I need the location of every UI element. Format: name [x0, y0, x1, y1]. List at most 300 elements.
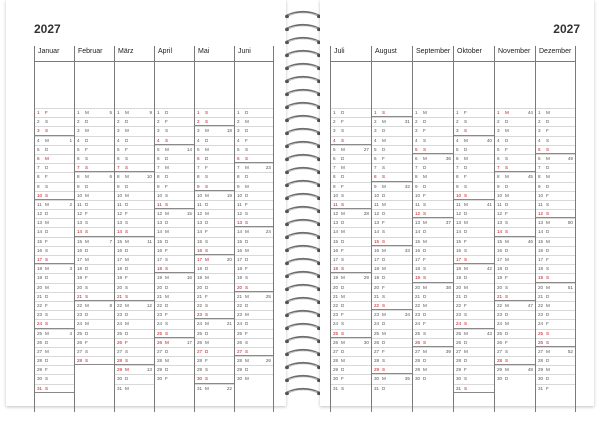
day-row[interactable]: [372, 283, 412, 292]
day-row[interactable]: [331, 200, 371, 209]
day-row[interactable]: [155, 126, 194, 135]
day-row[interactable]: [536, 246, 575, 255]
day-row[interactable]: [331, 384, 371, 393]
day-row[interactable]: [413, 347, 453, 356]
day-row[interactable]: [75, 145, 114, 154]
day-row[interactable]: [413, 237, 453, 246]
day-row[interactable]: [115, 182, 154, 191]
day-row[interactable]: [372, 163, 412, 172]
day-row[interactable]: [235, 191, 273, 200]
day-row[interactable]: [454, 264, 494, 273]
day-row[interactable]: [331, 301, 371, 310]
day-row[interactable]: [372, 356, 412, 365]
day-row[interactable]: [235, 154, 273, 163]
day-row[interactable]: [195, 237, 234, 246]
day-row[interactable]: [235, 264, 273, 273]
day-row[interactable]: [536, 310, 575, 319]
day-row[interactable]: [75, 356, 114, 365]
day-row[interactable]: [495, 209, 535, 218]
day-row[interactable]: [195, 264, 234, 273]
day-row[interactable]: [195, 329, 234, 338]
day-row[interactable]: [115, 172, 154, 181]
day-row[interactable]: [454, 117, 494, 126]
day-row[interactable]: [115, 374, 154, 383]
day-row[interactable]: [235, 108, 273, 117]
day-row[interactable]: [195, 172, 234, 181]
day-row[interactable]: [536, 163, 575, 172]
day-row[interactable]: [536, 374, 575, 383]
day-row[interactable]: [331, 126, 371, 135]
day-row[interactable]: [115, 292, 154, 301]
day-row[interactable]: [372, 319, 412, 328]
day-row[interactable]: [331, 273, 371, 282]
day-row[interactable]: [454, 145, 494, 154]
day-row[interactable]: [495, 347, 535, 356]
day-row[interactable]: [536, 200, 575, 209]
day-row[interactable]: [372, 374, 412, 383]
day-row[interactable]: [195, 218, 234, 227]
day-row[interactable]: [195, 136, 234, 145]
day-row[interactable]: [235, 356, 273, 365]
day-row[interactable]: [331, 356, 371, 365]
day-row[interactable]: [155, 283, 194, 292]
day-row[interactable]: [536, 338, 575, 347]
day-row[interactable]: [454, 172, 494, 181]
day-row[interactable]: [235, 218, 273, 227]
day-row[interactable]: [195, 283, 234, 292]
day-row[interactable]: [413, 374, 453, 383]
day-row[interactable]: [75, 301, 114, 310]
day-row[interactable]: [331, 347, 371, 356]
day-row[interactable]: [413, 283, 453, 292]
day-row[interactable]: [495, 218, 535, 227]
day-row[interactable]: [495, 237, 535, 246]
day-row[interactable]: [372, 292, 412, 301]
day-row[interactable]: [115, 126, 154, 135]
day-row[interactable]: [536, 292, 575, 301]
day-row[interactable]: [115, 347, 154, 356]
day-row[interactable]: [35, 237, 74, 246]
day-row[interactable]: [235, 338, 273, 347]
day-row[interactable]: [235, 329, 273, 338]
day-row[interactable]: [75, 347, 114, 356]
day-row[interactable]: [372, 154, 412, 163]
day-row[interactable]: [155, 264, 194, 273]
day-row[interactable]: [536, 283, 575, 292]
day-row[interactable]: [155, 319, 194, 328]
day-row[interactable]: [195, 145, 234, 154]
day-row[interactable]: [536, 117, 575, 126]
day-row[interactable]: [235, 136, 273, 145]
day-row[interactable]: [536, 347, 575, 356]
day-row[interactable]: [536, 227, 575, 236]
day-row[interactable]: [235, 145, 273, 154]
day-row[interactable]: [413, 273, 453, 282]
day-row[interactable]: [495, 182, 535, 191]
day-row[interactable]: [155, 338, 194, 347]
day-row[interactable]: [331, 374, 371, 383]
day-row[interactable]: [235, 273, 273, 282]
day-row[interactable]: [454, 374, 494, 383]
day-row[interactable]: [35, 319, 74, 328]
day-row[interactable]: [372, 227, 412, 236]
day-row[interactable]: [413, 292, 453, 301]
day-row[interactable]: [495, 117, 535, 126]
day-row[interactable]: [195, 301, 234, 310]
day-row[interactable]: [115, 136, 154, 145]
day-row[interactable]: [495, 374, 535, 383]
day-row[interactable]: [235, 347, 273, 356]
day-row[interactable]: [235, 172, 273, 181]
day-row[interactable]: [155, 329, 194, 338]
day-row[interactable]: [413, 365, 453, 374]
day-row[interactable]: [495, 191, 535, 200]
day-row[interactable]: [413, 182, 453, 191]
day-row[interactable]: [413, 200, 453, 209]
day-row[interactable]: [495, 255, 535, 264]
day-row[interactable]: [454, 182, 494, 191]
day-row[interactable]: [413, 209, 453, 218]
day-row[interactable]: [35, 347, 74, 356]
day-row[interactable]: [331, 117, 371, 126]
day-row[interactable]: [195, 209, 234, 218]
day-row[interactable]: [413, 255, 453, 264]
day-row[interactable]: [536, 365, 575, 374]
day-row[interactable]: [413, 126, 453, 135]
day-row[interactable]: [413, 301, 453, 310]
day-row[interactable]: [115, 145, 154, 154]
day-row[interactable]: [413, 319, 453, 328]
day-row[interactable]: [195, 117, 234, 126]
day-row[interactable]: [195, 292, 234, 301]
day-row[interactable]: [35, 255, 74, 264]
day-row[interactable]: [495, 301, 535, 310]
day-row[interactable]: [115, 227, 154, 236]
day-row[interactable]: [155, 172, 194, 181]
day-row[interactable]: [495, 145, 535, 154]
day-row[interactable]: [195, 246, 234, 255]
day-row[interactable]: [115, 237, 154, 246]
day-row[interactable]: [331, 209, 371, 218]
day-row[interactable]: [454, 218, 494, 227]
day-row[interactable]: [372, 338, 412, 347]
day-row[interactable]: [372, 108, 412, 117]
day-row[interactable]: [413, 145, 453, 154]
day-row[interactable]: [115, 329, 154, 338]
day-row[interactable]: [372, 384, 412, 393]
day-row[interactable]: [75, 283, 114, 292]
day-row[interactable]: [195, 319, 234, 328]
day-row[interactable]: [331, 163, 371, 172]
day-row[interactable]: [35, 329, 74, 338]
day-row[interactable]: [495, 163, 535, 172]
day-row[interactable]: [454, 283, 494, 292]
day-row[interactable]: [372, 301, 412, 310]
day-row[interactable]: [331, 246, 371, 255]
day-row[interactable]: [372, 329, 412, 338]
day-row[interactable]: [75, 182, 114, 191]
day-row[interactable]: [35, 356, 74, 365]
day-row[interactable]: [195, 227, 234, 236]
day-row[interactable]: [75, 310, 114, 319]
day-row[interactable]: [536, 191, 575, 200]
day-row[interactable]: [331, 319, 371, 328]
day-row[interactable]: [331, 310, 371, 319]
day-row[interactable]: [331, 329, 371, 338]
day-row[interactable]: [195, 347, 234, 356]
day-row[interactable]: [75, 319, 114, 328]
day-row[interactable]: [495, 273, 535, 282]
day-row[interactable]: [331, 292, 371, 301]
day-row[interactable]: [115, 191, 154, 200]
day-row[interactable]: [155, 246, 194, 255]
day-row[interactable]: [536, 319, 575, 328]
day-row[interactable]: [235, 319, 273, 328]
day-row[interactable]: [413, 117, 453, 126]
day-row[interactable]: [115, 209, 154, 218]
day-row[interactable]: [331, 172, 371, 181]
day-row[interactable]: [454, 310, 494, 319]
day-row[interactable]: [35, 191, 74, 200]
day-row[interactable]: [155, 108, 194, 117]
day-row[interactable]: [235, 227, 273, 236]
day-row[interactable]: [155, 310, 194, 319]
day-row[interactable]: [195, 191, 234, 200]
day-row[interactable]: [413, 154, 453, 163]
day-row[interactable]: [155, 301, 194, 310]
day-row[interactable]: [372, 172, 412, 181]
day-row[interactable]: [495, 329, 535, 338]
day-row[interactable]: [495, 292, 535, 301]
day-row[interactable]: [35, 310, 74, 319]
day-row[interactable]: [35, 227, 74, 236]
day-row[interactable]: [155, 356, 194, 365]
day-row[interactable]: [235, 301, 273, 310]
day-row[interactable]: [155, 182, 194, 191]
day-row[interactable]: [235, 365, 273, 374]
day-row[interactable]: [155, 200, 194, 209]
day-row[interactable]: [331, 218, 371, 227]
day-row[interactable]: [195, 384, 234, 393]
day-row[interactable]: [195, 200, 234, 209]
day-row[interactable]: [331, 365, 371, 374]
day-row[interactable]: [75, 126, 114, 135]
day-row[interactable]: [35, 273, 74, 282]
day-row[interactable]: [155, 117, 194, 126]
day-row[interactable]: [331, 227, 371, 236]
day-row[interactable]: [75, 273, 114, 282]
day-row[interactable]: [155, 365, 194, 374]
day-row[interactable]: [413, 310, 453, 319]
day-row[interactable]: [413, 356, 453, 365]
day-row[interactable]: [413, 227, 453, 236]
day-row[interactable]: [454, 126, 494, 135]
day-row[interactable]: [155, 209, 194, 218]
day-row[interactable]: [454, 200, 494, 209]
day-row[interactable]: [536, 209, 575, 218]
day-row[interactable]: [331, 338, 371, 347]
day-row[interactable]: [454, 237, 494, 246]
day-row[interactable]: [155, 255, 194, 264]
day-row[interactable]: [195, 310, 234, 319]
day-row[interactable]: [115, 301, 154, 310]
day-row[interactable]: [35, 338, 74, 347]
day-row[interactable]: [454, 163, 494, 172]
day-row[interactable]: [35, 200, 74, 209]
day-row[interactable]: [75, 209, 114, 218]
day-row[interactable]: [372, 200, 412, 209]
day-row[interactable]: [235, 374, 273, 383]
day-row[interactable]: [35, 136, 74, 145]
day-row[interactable]: [454, 273, 494, 282]
day-row[interactable]: [331, 255, 371, 264]
day-row[interactable]: [454, 384, 494, 393]
day-row[interactable]: [35, 182, 74, 191]
day-row[interactable]: [536, 273, 575, 282]
day-row[interactable]: [235, 182, 273, 191]
day-row[interactable]: [235, 200, 273, 209]
day-row[interactable]: [155, 145, 194, 154]
day-row[interactable]: [35, 126, 74, 135]
day-row[interactable]: [495, 338, 535, 347]
day-row[interactable]: [155, 227, 194, 236]
day-row[interactable]: [536, 182, 575, 191]
day-row[interactable]: [155, 273, 194, 282]
day-row[interactable]: [372, 191, 412, 200]
day-row[interactable]: [115, 273, 154, 282]
day-row[interactable]: [454, 329, 494, 338]
day-row[interactable]: [195, 273, 234, 282]
day-row[interactable]: [372, 145, 412, 154]
day-row[interactable]: [35, 108, 74, 117]
day-row[interactable]: [372, 310, 412, 319]
day-row[interactable]: [536, 172, 575, 181]
day-row[interactable]: [75, 191, 114, 200]
day-row[interactable]: [454, 301, 494, 310]
day-row[interactable]: [35, 246, 74, 255]
day-row[interactable]: [35, 145, 74, 154]
day-row[interactable]: [331, 182, 371, 191]
day-row[interactable]: [235, 163, 273, 172]
day-row[interactable]: [35, 264, 74, 273]
day-row[interactable]: [115, 310, 154, 319]
day-row[interactable]: [195, 255, 234, 264]
day-row[interactable]: [454, 191, 494, 200]
day-row[interactable]: [536, 154, 575, 163]
day-row[interactable]: [235, 283, 273, 292]
day-row[interactable]: [495, 126, 535, 135]
day-row[interactable]: [413, 329, 453, 338]
day-row[interactable]: [155, 218, 194, 227]
day-row[interactable]: [235, 246, 273, 255]
day-row[interactable]: [495, 154, 535, 163]
day-row[interactable]: [454, 108, 494, 117]
day-row[interactable]: [372, 182, 412, 191]
day-row[interactable]: [536, 108, 575, 117]
day-row[interactable]: [331, 145, 371, 154]
day-row[interactable]: [115, 356, 154, 365]
day-row[interactable]: [413, 136, 453, 145]
day-row[interactable]: [454, 347, 494, 356]
day-row[interactable]: [115, 338, 154, 347]
day-row[interactable]: [115, 365, 154, 374]
day-row[interactable]: [75, 108, 114, 117]
day-row[interactable]: [413, 163, 453, 172]
day-row[interactable]: [75, 237, 114, 246]
day-row[interactable]: [331, 191, 371, 200]
day-row[interactable]: [235, 310, 273, 319]
day-row[interactable]: [75, 154, 114, 163]
day-row[interactable]: [75, 136, 114, 145]
day-row[interactable]: [495, 108, 535, 117]
day-row[interactable]: [331, 154, 371, 163]
day-row[interactable]: [195, 338, 234, 347]
day-row[interactable]: [495, 200, 535, 209]
day-row[interactable]: [331, 108, 371, 117]
day-row[interactable]: [115, 384, 154, 393]
day-row[interactable]: [536, 218, 575, 227]
day-row[interactable]: [536, 264, 575, 273]
day-row[interactable]: [413, 264, 453, 273]
day-row[interactable]: [115, 163, 154, 172]
day-row[interactable]: [413, 172, 453, 181]
day-row[interactable]: [536, 145, 575, 154]
day-row[interactable]: [115, 319, 154, 328]
day-row[interactable]: [75, 246, 114, 255]
day-row[interactable]: [372, 209, 412, 218]
day-row[interactable]: [372, 117, 412, 126]
day-row[interactable]: [115, 218, 154, 227]
day-row[interactable]: [115, 108, 154, 117]
day-row[interactable]: [115, 255, 154, 264]
day-row[interactable]: [35, 384, 74, 393]
day-row[interactable]: [495, 227, 535, 236]
day-row[interactable]: [195, 154, 234, 163]
day-row[interactable]: [331, 237, 371, 246]
day-row[interactable]: [75, 163, 114, 172]
day-row[interactable]: [536, 384, 575, 393]
day-row[interactable]: [195, 356, 234, 365]
day-row[interactable]: [155, 163, 194, 172]
day-row[interactable]: [195, 374, 234, 383]
day-row[interactable]: [536, 301, 575, 310]
day-row[interactable]: [413, 338, 453, 347]
day-row[interactable]: [536, 126, 575, 135]
day-row[interactable]: [495, 356, 535, 365]
day-row[interactable]: [75, 172, 114, 181]
day-row[interactable]: [372, 246, 412, 255]
day-row[interactable]: [75, 218, 114, 227]
day-row[interactable]: [454, 319, 494, 328]
day-row[interactable]: [454, 338, 494, 347]
day-row[interactable]: [454, 246, 494, 255]
day-row[interactable]: [75, 292, 114, 301]
day-row[interactable]: [454, 227, 494, 236]
day-row[interactable]: [35, 365, 74, 374]
day-row[interactable]: [495, 365, 535, 374]
day-row[interactable]: [235, 209, 273, 218]
day-row[interactable]: [495, 319, 535, 328]
day-row[interactable]: [195, 108, 234, 117]
day-row[interactable]: [372, 255, 412, 264]
day-row[interactable]: [454, 292, 494, 301]
day-row[interactable]: [454, 255, 494, 264]
day-row[interactable]: [331, 136, 371, 145]
day-row[interactable]: [235, 292, 273, 301]
day-row[interactable]: [35, 301, 74, 310]
day-row[interactable]: [413, 246, 453, 255]
day-row[interactable]: [155, 191, 194, 200]
